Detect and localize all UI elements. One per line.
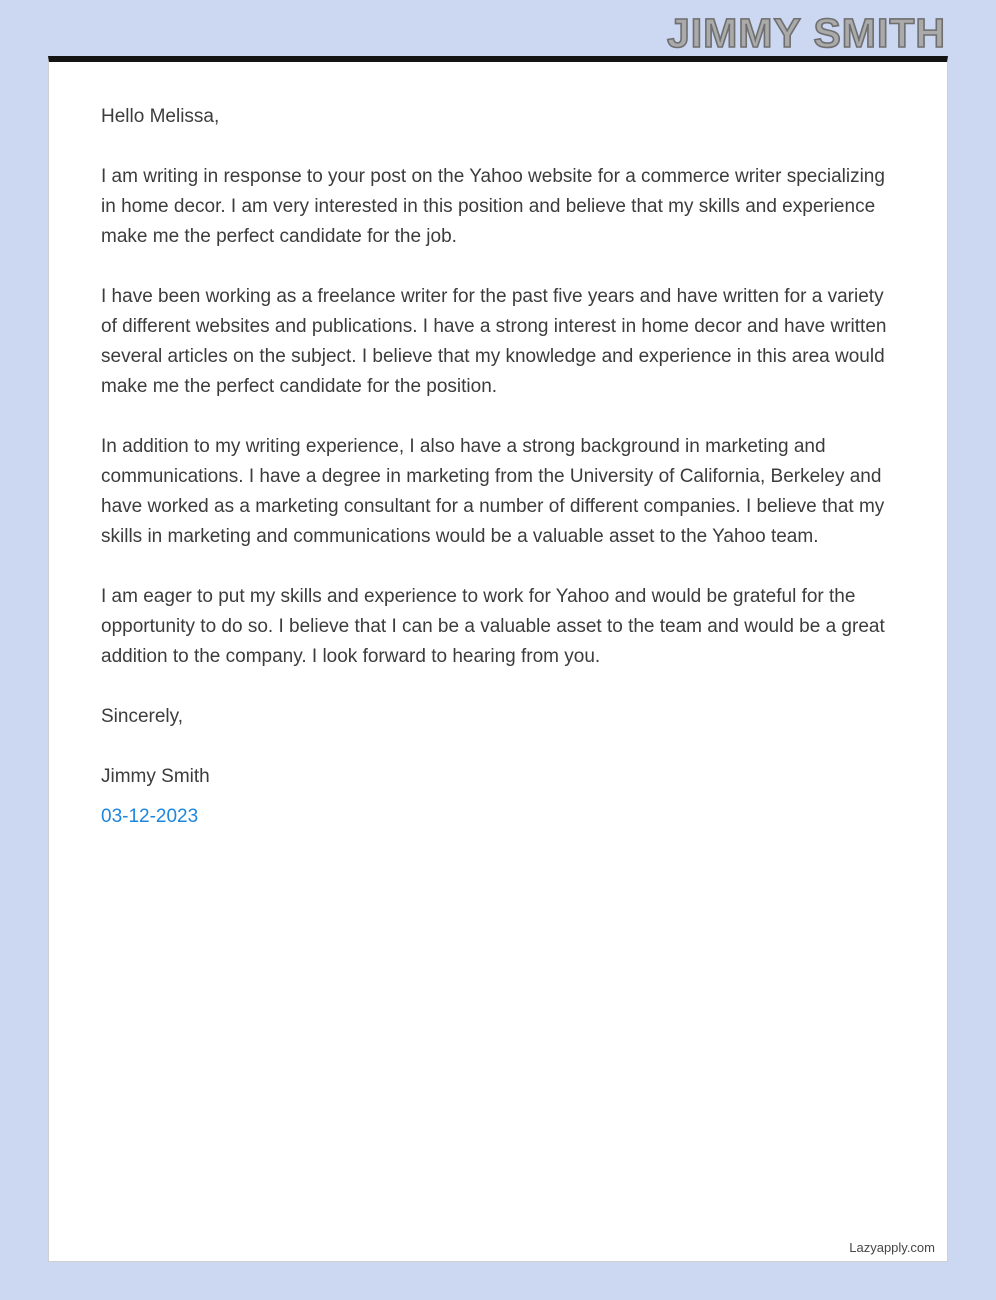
letter-paragraph: I am eager to put my skills and experience to work for Yahoo and would be grateful for the opportunity to do so. I believe that I can be a valuable asset to the team and would be a great addition to the company. I look forward to hearing from you. bbox=[101, 586, 885, 667]
closing: Sincerely, bbox=[101, 706, 184, 727]
letter-sheet bbox=[48, 56, 948, 1262]
watermark: Lazyapply.com bbox=[849, 1240, 935, 1255]
greeting: Hello Melissa, bbox=[101, 106, 220, 127]
letter-paragraph: I have been working as a freelance writer for the past five years and have written for a variety of different websites and publications. I have a strong interest in home decor and have written several articles on the subject. I believe that my knowledge and experience in this area would make me the perfect candidate for the position. bbox=[101, 286, 887, 397]
signature: Jimmy Smith bbox=[101, 766, 210, 787]
header-name: JIMMY SMITH bbox=[666, 10, 946, 56]
letter-paragraph: In addition to my writing experience, I also have a strong background in marketing and communications. I have a degree in marketing from the University of California, Berkeley and have worked as a marketing consultant for a number of different companies. I believe that my skills in marketing and communications would be a valuable asset to the Yahoo team. bbox=[101, 436, 885, 547]
letter-date: 03-12-2023 bbox=[101, 806, 199, 827]
letter-paragraph: I am writing in response to your post on the Yahoo website for a commerce writer specializing in home decor. I am very interested in this position and believe that my skills and experience make me the perfect candidate for the job. bbox=[101, 166, 885, 247]
letter-body bbox=[49, 62, 947, 832]
